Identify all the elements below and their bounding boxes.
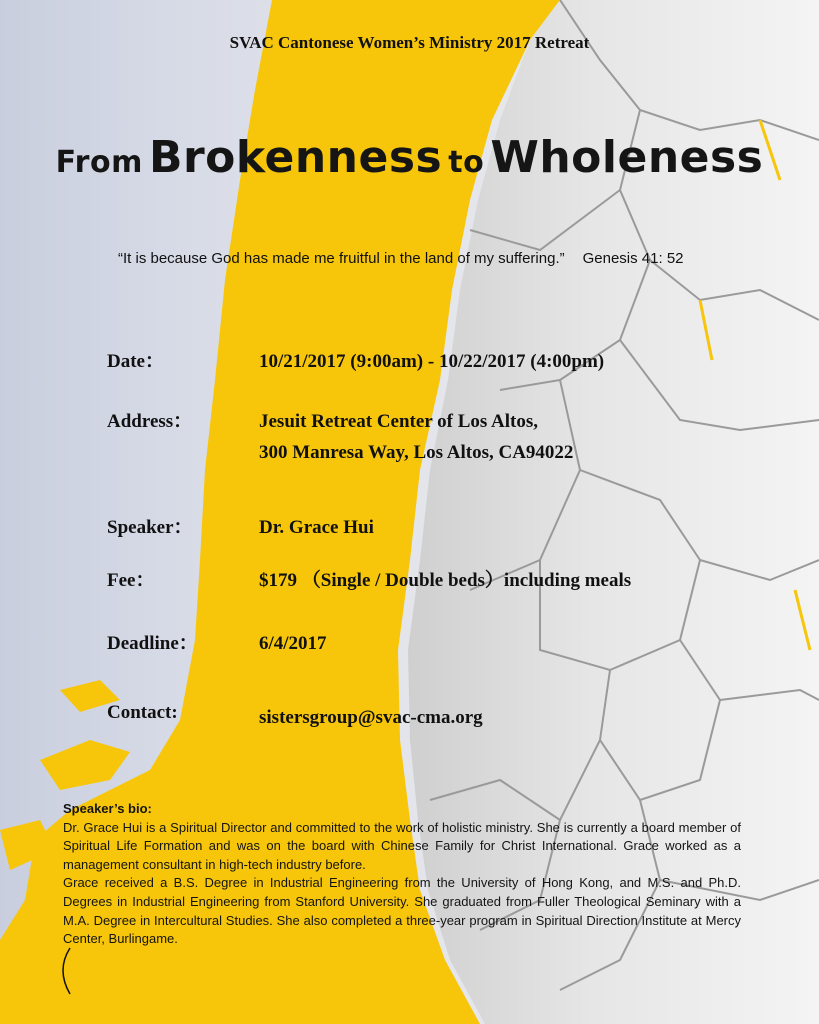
deadline-label: Deadline： — [107, 633, 198, 654]
contact-email[interactable]: sistersgroup@svac-cma.org — [259, 707, 483, 728]
address-line-2: 300 Manresa Way, Los Altos, CA94022 — [259, 442, 574, 463]
contact-label: Contact: — [107, 702, 178, 723]
retreat-title — [0, 132, 819, 183]
speaker-value: Dr. Grace Hui — [259, 517, 374, 538]
ministry-retreat-heading: SVAC Cantonese Women’s Ministry 2017 Retreat — [229, 33, 590, 52]
date-value: 10/21/2017 (9:00am) - 10/22/2017 (4:00pm) — [259, 351, 605, 372]
date-label: Date： — [107, 351, 164, 372]
scripture-quote — [118, 250, 684, 267]
bio-paragraph-1: Dr. Grace Hui is a Spiritual Director and committed to the work of holistic ministry. She is currently a board member of Spiritual Life Formation and was on the board with Chinese Family for Christ International. Grace worked as a management consultant in high-tech industry before. — [63, 819, 741, 872]
bio-paragraph-2: Grace received a B.S. Degree in Industrial Engineering from the University of Hong Kong, and M.S. and Ph.D. Degrees in Industrial Engineering from Stanford University. She graduated from Fuller Theological Seminary with a M.A. Degree in Intercultural Studies. She also completed a three-year program in Spiritual Direction Institute at Mercy Center, Burlingame. — [63, 875, 741, 947]
title-word-brokenness: Brokenness — [148, 132, 443, 183]
address-value — [259, 406, 573, 468]
title-word-wholeness: Wholeness — [490, 132, 764, 183]
speaker-bio — [63, 800, 741, 949]
speaker-label: Speaker： — [107, 517, 193, 538]
quote-text: “It is because God has made me fruitful in the land of my suffering.” — [118, 250, 565, 267]
title-word-to: to — [448, 145, 485, 180]
address-line-1: Jesuit Retreat Center of Los Altos, — [259, 411, 538, 432]
address-label: Address： — [107, 411, 193, 432]
fee-value: $179 （Single / Double beds）including meals — [259, 570, 632, 591]
bio-heading: Speaker’s bio: — [63, 801, 152, 816]
deadline-value: 6/4/2017 — [259, 633, 327, 654]
quote-reference: Genesis 41: 52 — [582, 250, 684, 267]
title-word-from: From — [55, 145, 143, 180]
fee-label: Fee： — [107, 570, 155, 591]
